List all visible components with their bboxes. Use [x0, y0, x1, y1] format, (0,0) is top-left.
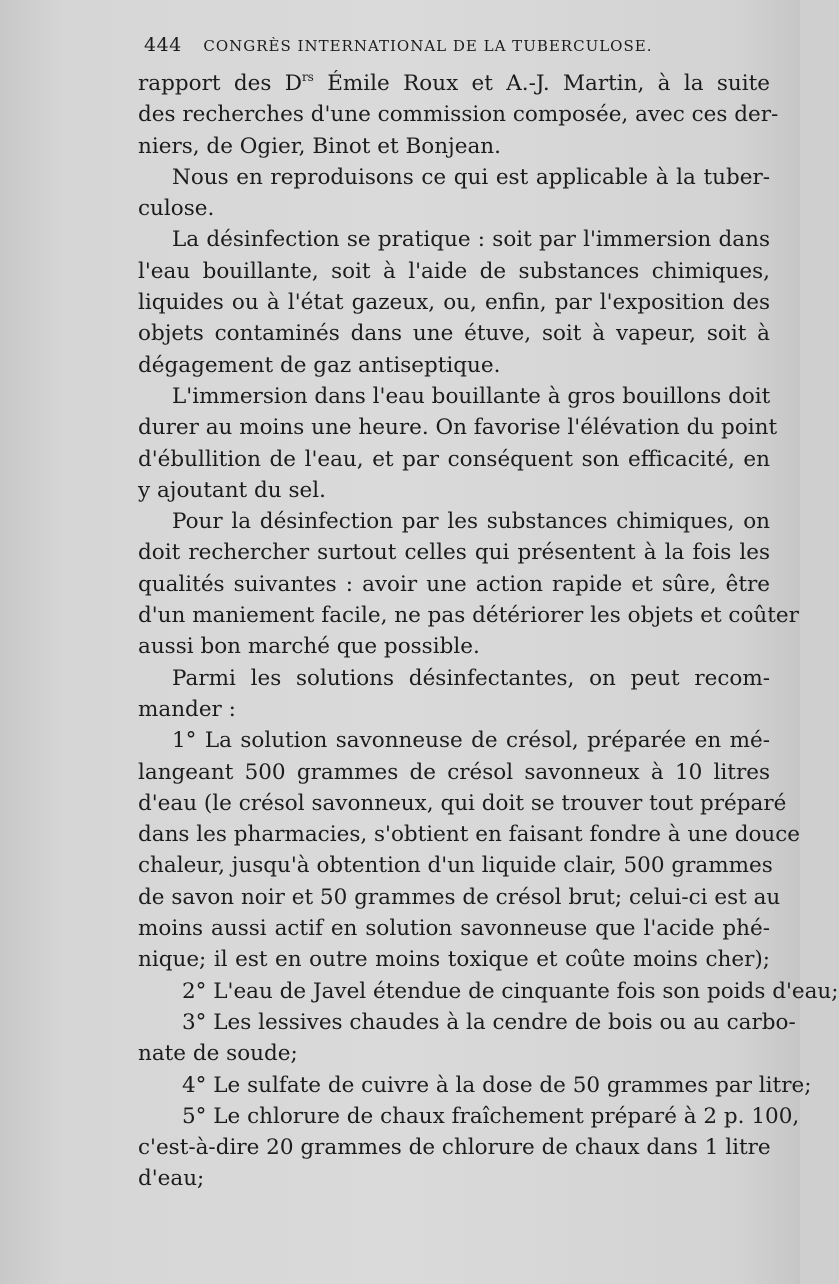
- text-line: objets contaminés dans une étuve, soit à vapeur, soit à: [138, 321, 770, 347]
- text-fragment: rapport des D: [138, 71, 302, 96]
- text-line: y ajoutant du sel.: [138, 477, 326, 503]
- text-line: dégagement de gaz antiseptique.: [138, 352, 501, 378]
- text-line: nique; il est en outre moins toxique et coûte moins cher);: [138, 947, 770, 973]
- text-line: dans les pharmacies, s'obtient en faisant fondre à une douce: [138, 822, 801, 848]
- text-line: L'immersion dans l'eau bouillante à gros bouillons doit: [172, 383, 771, 409]
- text-line: Pour la désinfection par les substances chimiques, on: [172, 509, 770, 535]
- page-number: 444: [144, 34, 182, 56]
- text-line: doit rechercher surtout celles qui présentent à la fois les: [138, 540, 770, 566]
- text-line: chaleur, jusqu'à obtention d'un liquide clair, 500 grammes: [138, 853, 773, 879]
- body-text: [138, 68, 839, 1195]
- text-line: c'est-à-dire 20 grammes de chlorure de chaux dans 1 litre: [138, 1135, 771, 1161]
- text-line: durer au moins une heure. On favorise l'élévation du point: [138, 415, 778, 441]
- superscript: rs: [301, 70, 314, 84]
- text-line: culose.: [138, 196, 215, 222]
- text-line: l'eau bouillante, soit à l'aide de substances chimiques,: [138, 258, 770, 284]
- text-line: Nous en reproduisons ce qui est applicable à la tuber-: [172, 164, 770, 190]
- text-line: Parmi les solutions désinfectantes, on peut recom-: [172, 665, 770, 691]
- text-line: qualités suivantes : avoir une action rapide et sûre, être: [138, 571, 770, 597]
- text-line: 3° Les lessives chaudes à la cendre de bois ou au carbo-: [182, 1009, 796, 1035]
- text-line: d'eau (le crésol savonneux, qui doit se trouver tout préparé: [138, 790, 787, 816]
- text-line: 2° L'eau de Javel étendue de cinquante fois son poids d'eau;: [182, 978, 839, 1004]
- text-line: d'un maniement facile, ne pas détériorer les objets et coûter: [138, 603, 799, 629]
- text-line: mander :: [138, 696, 236, 722]
- running-title: CONGRÈS INTERNATIONAL DE LA TUBERCULOSE.: [203, 37, 653, 55]
- text-line: d'eau;: [138, 1166, 205, 1192]
- text-line: moins aussi actif en solution savonneuse que l'acide phé-: [138, 916, 770, 942]
- text-line: niers, de Ogier, Binot et Bonjean.: [138, 133, 501, 159]
- text-line: des recherches d'une commission composée, avec ces der-: [138, 102, 779, 128]
- text-line: de savon noir et 50 grammes de crésol brut; celui-ci est au: [138, 884, 781, 910]
- text-line: nate de soude;: [138, 1041, 298, 1067]
- text-fragment: Émile Roux et A.-J. Martin, à la suite: [313, 71, 770, 96]
- text-line: 5° Le chlorure de chaux fraîchement préparé à 2 p. 100,: [182, 1103, 800, 1129]
- text-line: La désinfection se pratique : soit par l'immersion dans: [172, 227, 770, 253]
- text-line: [138, 68, 770, 99]
- text-line: 4° Le sulfate de cuivre à la dose de 50 grammes par litre;: [182, 1072, 812, 1098]
- text-line: liquides ou à l'état gazeux, ou, enfin, par l'exposition des: [138, 290, 770, 316]
- running-header: [144, 34, 784, 60]
- text-line: aussi bon marché que possible.: [138, 634, 480, 660]
- text-line: 1° La solution savonneuse de crésol, préparée en mé-: [172, 728, 770, 754]
- text-line: d'ébullition de l'eau, et par conséquent son efficacité, en: [138, 446, 770, 472]
- text-line: langeant 500 grammes de crésol savonneux à 10 litres: [138, 759, 770, 785]
